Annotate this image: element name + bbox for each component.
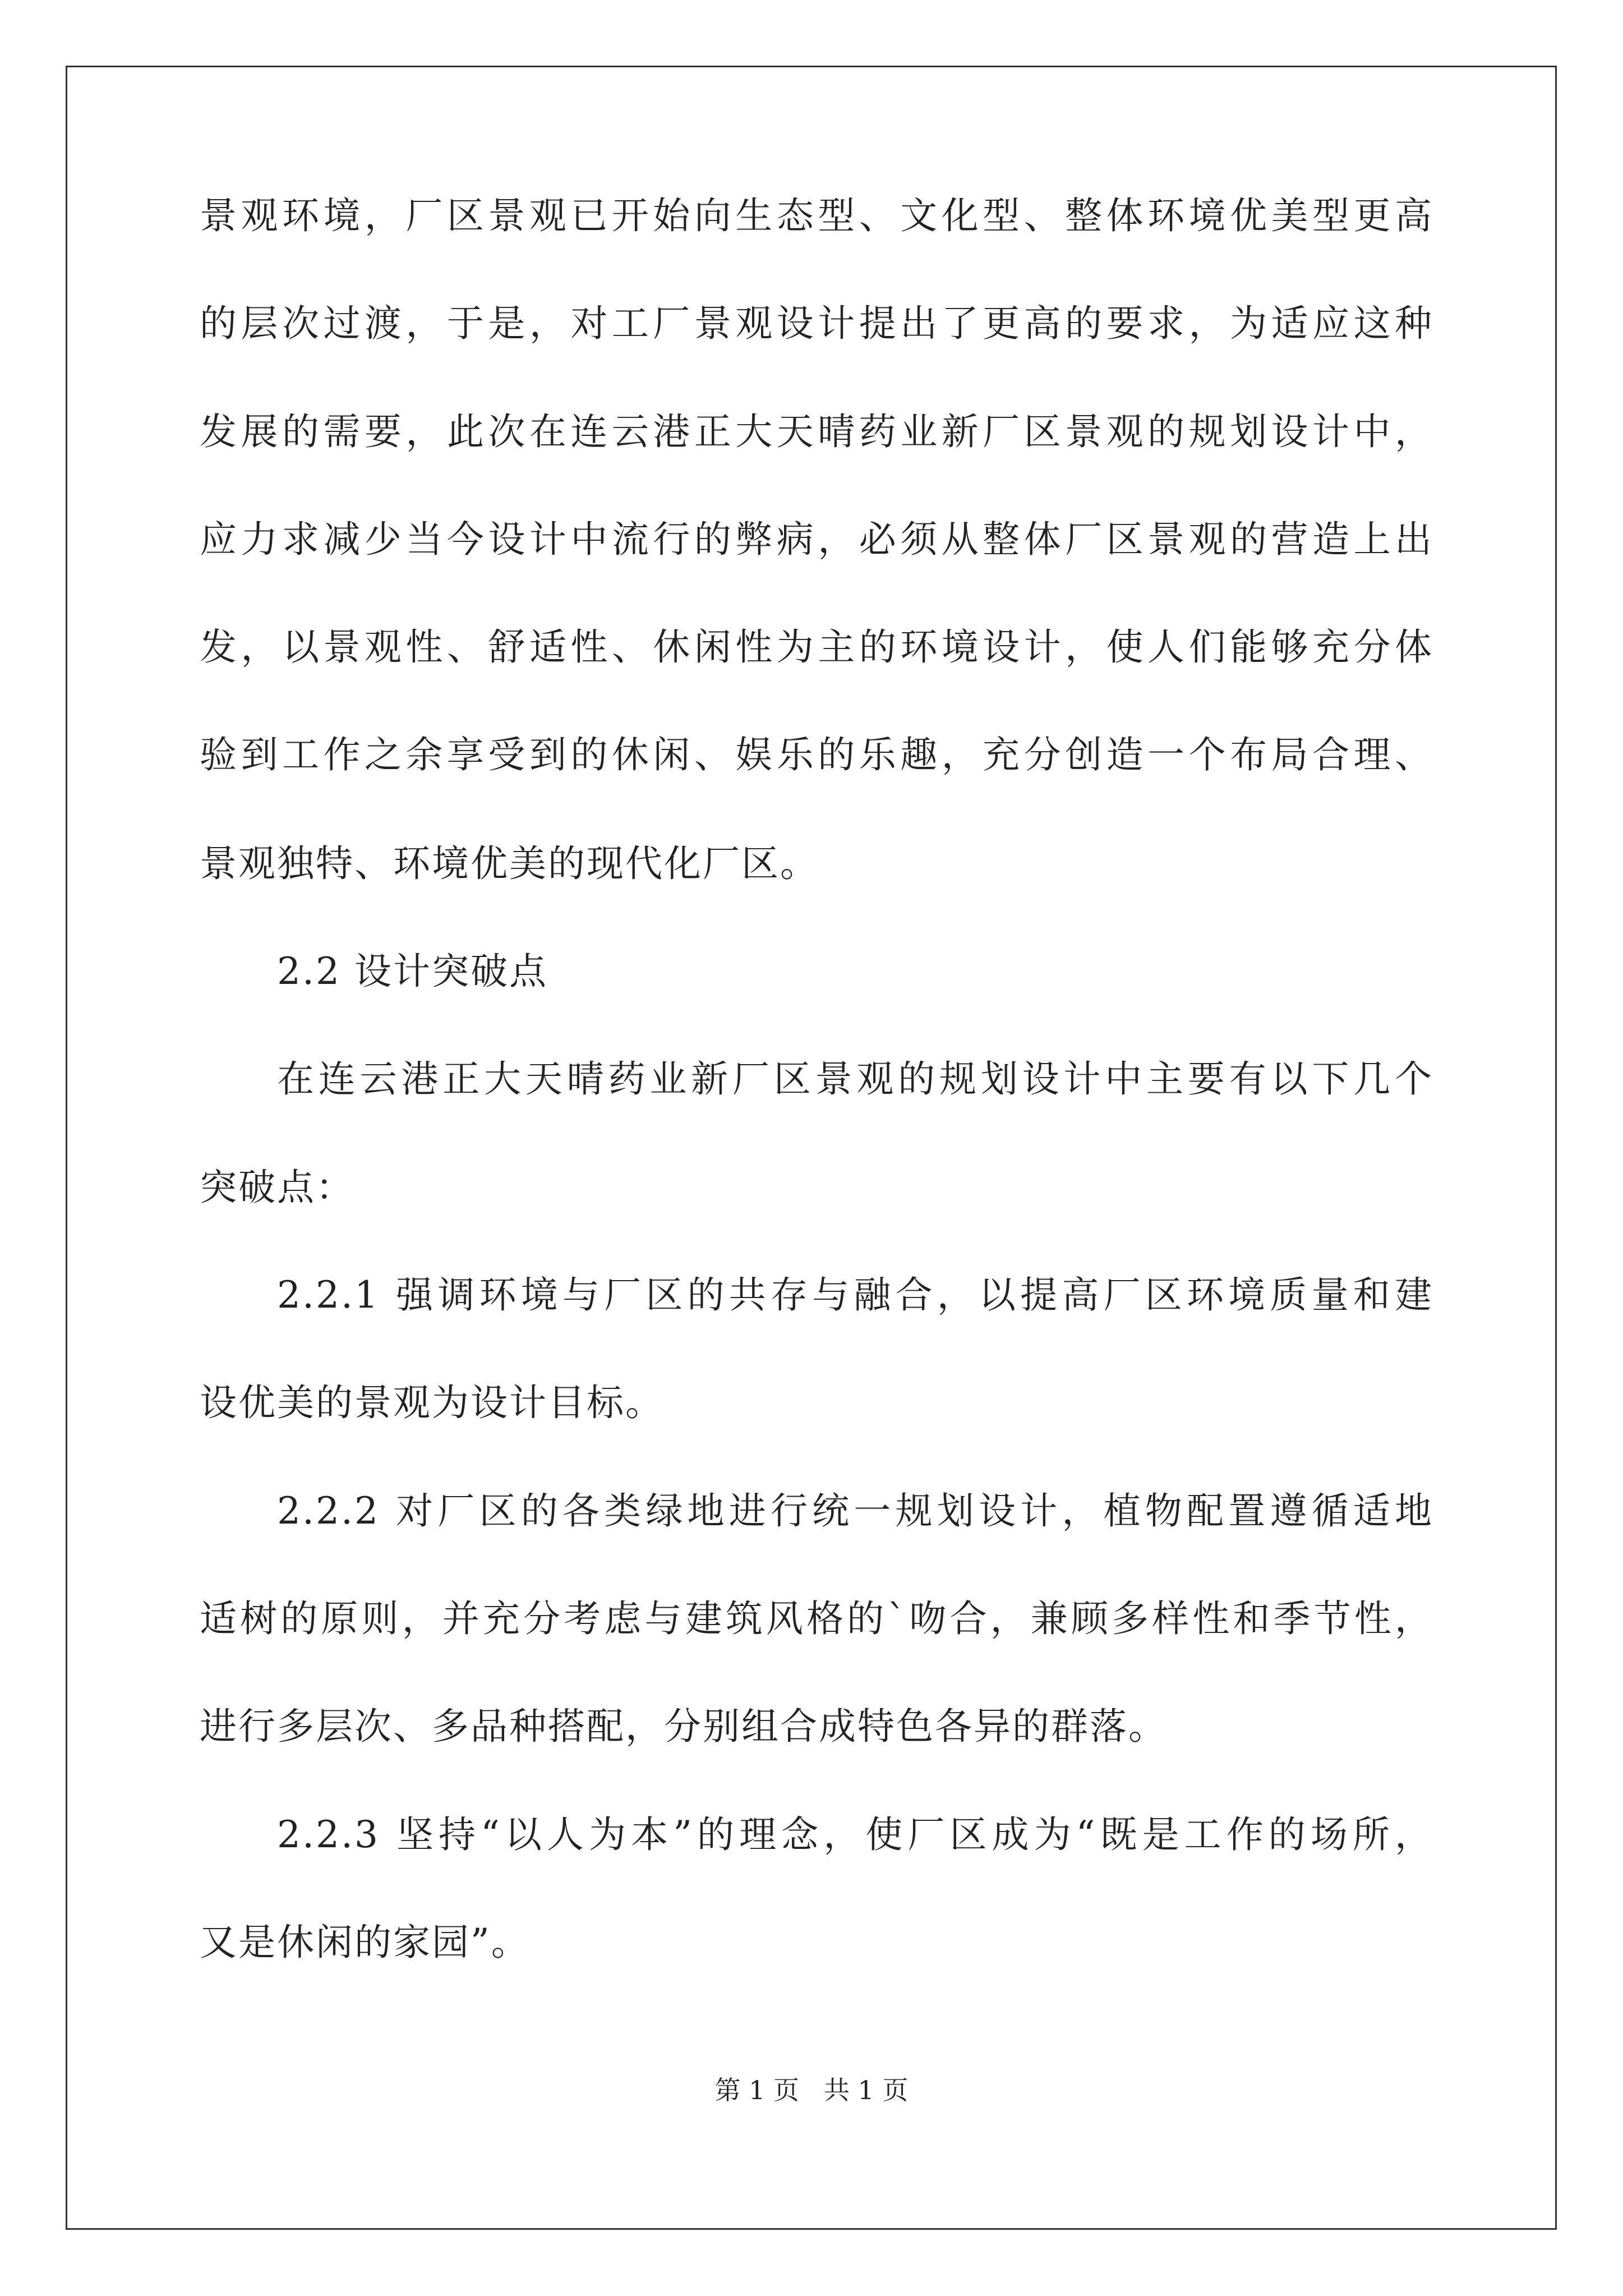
paragraph-line: 应力求减少当今设计中流行的弊病，必须从整体厂区景观的营造上出 [200, 518, 1433, 561]
paragraph-line: 2.2 设计突破点 [277, 950, 548, 993]
page-footer: 第 1 页 共 1 页 [714, 2075, 909, 2105]
paragraph-line: 在连云港正大天晴药业新厂区景观的规划设计中主要有以下几个 [277, 1057, 1433, 1101]
paragraph-line: 验到工作之余享受到的休闲、娱乐的乐趣，充分创造一个布局合理、 [200, 733, 1433, 776]
page-border [66, 66, 1557, 2230]
paragraph-line: 2.2.2 对厂区的各类绿地进行统一规划设计，植物配置遵循适地 [277, 1489, 1433, 1533]
paragraph-line: 发展的需要，此次在连云港正大天晴药业新厂区景观的规划设计中， [200, 410, 1433, 453]
paragraph-line: 设优美的景观为设计目标。 [200, 1381, 664, 1424]
paragraph-line: 景观独特、环境优美的现代化厂区。 [200, 842, 819, 885]
paragraph-line: 适树的原则，并充分考虑与建筑风格的`吻合，兼顾多样性和季节性， [200, 1597, 1433, 1640]
paragraph-line: 突破点： [200, 1166, 354, 1209]
paragraph-line: 发，以景观性、舒适性、休闲性为主的环境设计，使人们能够充分体 [200, 625, 1433, 669]
paragraph-line: 的层次过渡，于是，对工厂景观设计提出了更高的要求，为适应这种 [200, 302, 1433, 345]
paragraph-line: 2.2.3 坚持“以人为本”的理念，使厂区成为“既是工作的场所， [277, 1813, 1433, 1856]
paragraph-line: 进行多层次、多品种搭配，分别组合成特色各异的群落。 [200, 1705, 1167, 1748]
paragraph-line: 景观环境，厂区景观已开始向生态型、文化型、整体环境优美型更高 [200, 194, 1433, 237]
paragraph-line: 2.2.1 强调环境与厂区的共存与融合，以提高厂区环境质量和建 [277, 1273, 1433, 1317]
paragraph-line: 又是休闲的家园”。 [200, 1921, 530, 1964]
